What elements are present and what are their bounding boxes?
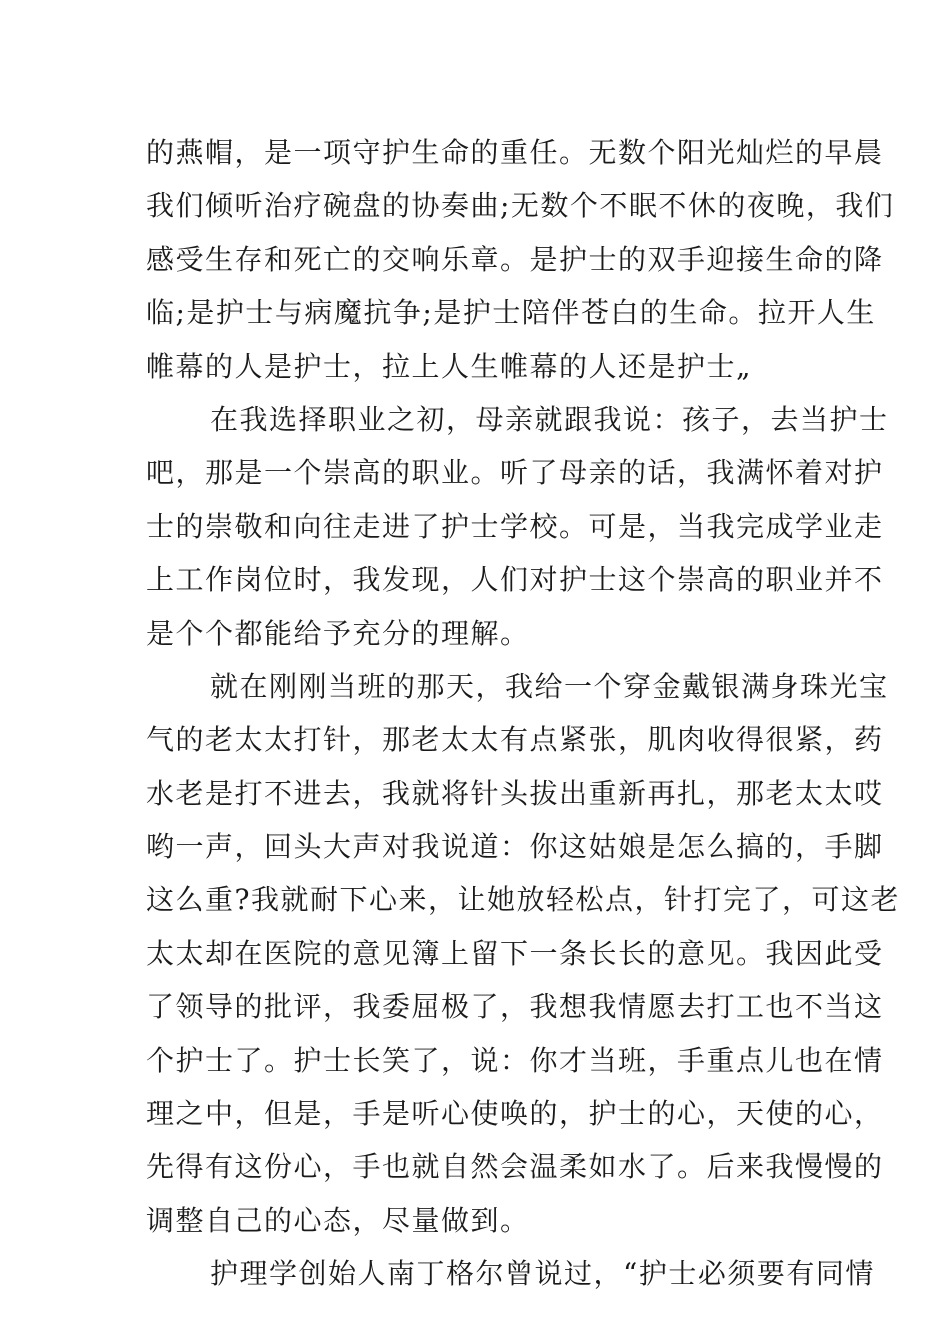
text-line: 感受生存和死亡的交响乐章。是护士的双手迎接生命的降 [146,242,884,276]
paragraph-first-line: 就在刚刚当班的那天，我给一个穿金戴银满身珠光宝 [210,669,889,703]
text-line: 气的老太太打针，那老太太有点紧张，肌肉收得很紧，药 [146,723,884,757]
text-line: 调整自己的心态，尽量做到。 [146,1203,530,1237]
text-line: 太太却在医院的意见簿上留下一条长长的意见。我因此受 [146,936,884,970]
text-line: 临;是护士与病魔抗争;是护士陪伴苍白的生命。拉开人生 [146,296,876,330]
text-line: 帷幕的人是护士，拉上人生帷幕的人还是护士„ [146,349,753,383]
text-line: 了领导的批评，我委屈极了，我想我情愿去打工也不当这 [146,990,884,1024]
text-line: 水老是打不进去，我就将针头拔出重新再扎，那老太太哎 [146,776,884,810]
text-line: 个护士了。护士长笑了，说：你才当班，手重点儿也在情 [146,1043,884,1077]
text-line: 我们倾听治疗碗盘的协奏曲;无数个不眠不休的夜晚，我们 [146,189,895,223]
text-line: 士的崇敬和向往走进了护士学校。可是，当我完成学业走 [146,509,884,543]
text-line: 哟一声，回头大声对我说道：你这姑娘是怎么搞的，手脚 [146,830,884,864]
paragraph-first-line: 在我选择职业之初，母亲就跟我说：孩子，去当护士 [210,402,889,436]
document-body [146,126,901,1301]
text-line: 是个个都能给予充分的理解。 [146,616,530,650]
text-line: 的燕帽，是一项守护生命的重任。无数个阳光灿烂的早晨 [146,136,884,169]
text-line: 先得有这份心，手也就自然会温柔如水了。后来我慢慢的 [146,1150,884,1184]
paragraph-first-line: 护理学创始人南丁格尔曾说过，“护士必须要有同情 [210,1257,875,1291]
text-line: 上工作岗位时，我发现，人们对护士这个崇高的职业并不 [146,563,884,597]
text-line: 吧，那是一个崇高的职业。听了母亲的话，我满怀着对护 [146,456,884,490]
text-line: 理之中，但是，手是听心使唤的，护士的心，天使的心， [146,1097,884,1131]
text-line: 这么重?我就耐下心来，让她放轻松点，针打完了，可这老 [146,883,901,917]
